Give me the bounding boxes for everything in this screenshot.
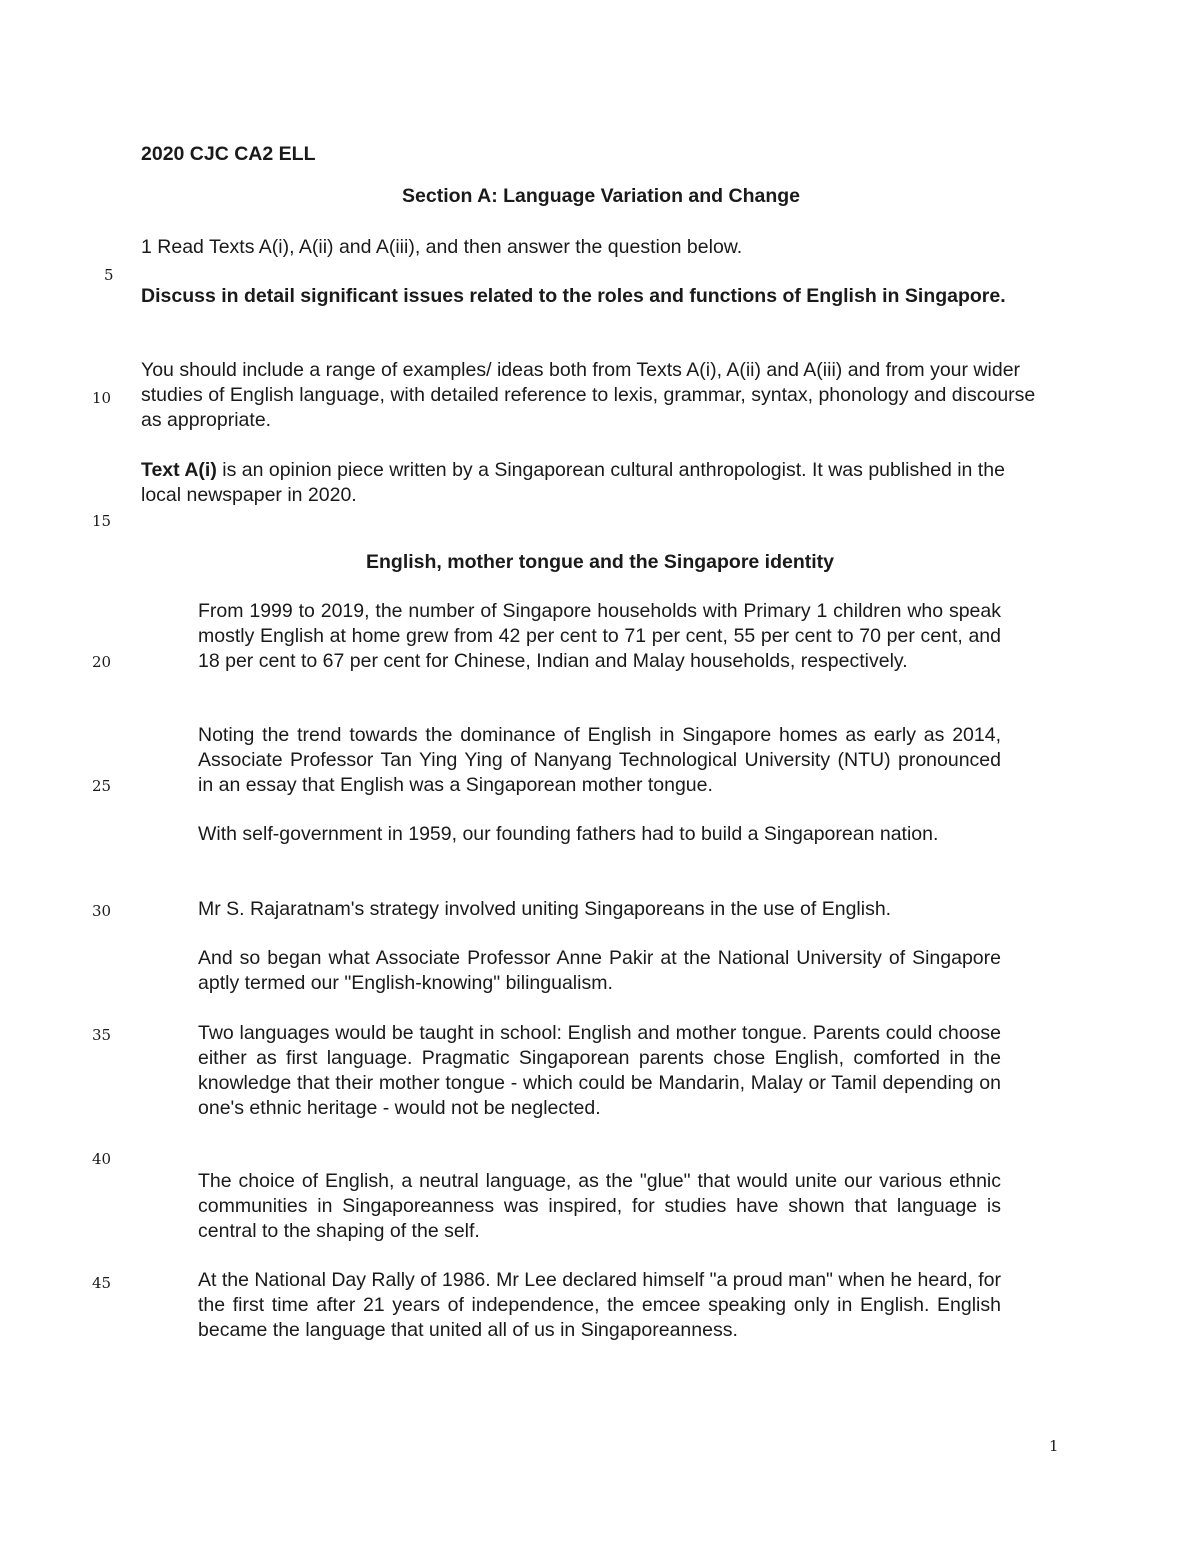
article-paragraph: And so began what Associate Professor Anne Pakir at the National University of Singapore aptly termed our "English-knowing" bilingualism. <box>198 947 1001 994</box>
line-number: 35 <box>92 1026 112 1044</box>
article-paragraph: At the National Day Rally of 1986. Mr Lee declared himself "a proud man" when he heard, for the first time after 21 years of independence, the emcee speaking only in English. English became the language that united all of us in Singaporeanness. <box>198 1269 1001 1341</box>
line-number: 45 <box>92 1274 112 1292</box>
essay-question: Discuss in detail significant issues related to the roles and functions of English in Singapore. <box>141 285 1006 307</box>
line-number: 15 <box>92 512 112 530</box>
article-paragraph: With self-government in 1959, our founding fathers had to build a Singaporean nation. <box>198 823 939 845</box>
document-title: 2020 CJC CA2 ELL <box>141 143 316 165</box>
article-paragraph: Two languages would be taught in school: English and mother tongue. Parents could choose either as first language. Pragmatic Singaporean parents chose English, comforted in the knowledge that their mother tongue - which could be Mandarin, Malay or Tamil depending on one's ethnic heritage - would not be neglected. <box>198 1022 1001 1119</box>
line-number: 40 <box>92 1150 112 1168</box>
article-paragraph: The choice of English, a neutral language, as the "glue" that would unite our various ethnic communities in Singaporeanness was inspired, for studies have shown that language is central to the shaping of the self. <box>198 1170 1001 1242</box>
text-intro-description: is an opinion piece written by a Singaporean cultural anthropologist. It was published in the local newspaper in 2020. <box>141 459 1005 506</box>
line-number: 5 <box>104 266 114 284</box>
line-number: 20 <box>92 653 112 671</box>
question-instruction: 1 Read Texts A(i), A(ii) and A(iii), and then answer the question below. <box>141 236 743 258</box>
answer-guidance: You should include a range of examples/ ideas both from Texts A(i), A(ii) and A(iii) and from your wider studies of English language, with detailed reference to lexis, grammar, syntax, phonology and discourse as appropriate. <box>141 359 1036 431</box>
line-number: 30 <box>92 902 112 920</box>
page-number: 1 <box>1049 1437 1059 1455</box>
section-heading: Section A: Language Variation and Change <box>402 185 800 207</box>
text-intro-label: Text A(i) <box>141 459 217 481</box>
line-number: 25 <box>92 777 112 795</box>
article-title: English, mother tongue and the Singapore identity <box>365 551 835 573</box>
article-paragraph: Mr S. Rajaratnam's strategy involved uniting Singaporeans in the use of English. <box>198 898 892 920</box>
text-intro <box>141 458 1046 508</box>
article-paragraph: From 1999 to 2019, the number of Singapore households with Primary 1 children who speak mostly English at home grew from 42 per cent to 71 per cent, 55 per cent to 70 per cent, and 18 per cent to 67 per cent for Chinese, Indian and Malay households, respectively. <box>198 600 1001 672</box>
article-paragraph: Noting the trend towards the dominance of English in Singapore homes as early as 2014, Associate Professor Tan Ying Ying of Nanyang Technological University (NTU) pronounced in an essay that English was a Singaporean mother tongue. <box>198 724 1001 796</box>
line-number: 10 <box>92 389 112 407</box>
